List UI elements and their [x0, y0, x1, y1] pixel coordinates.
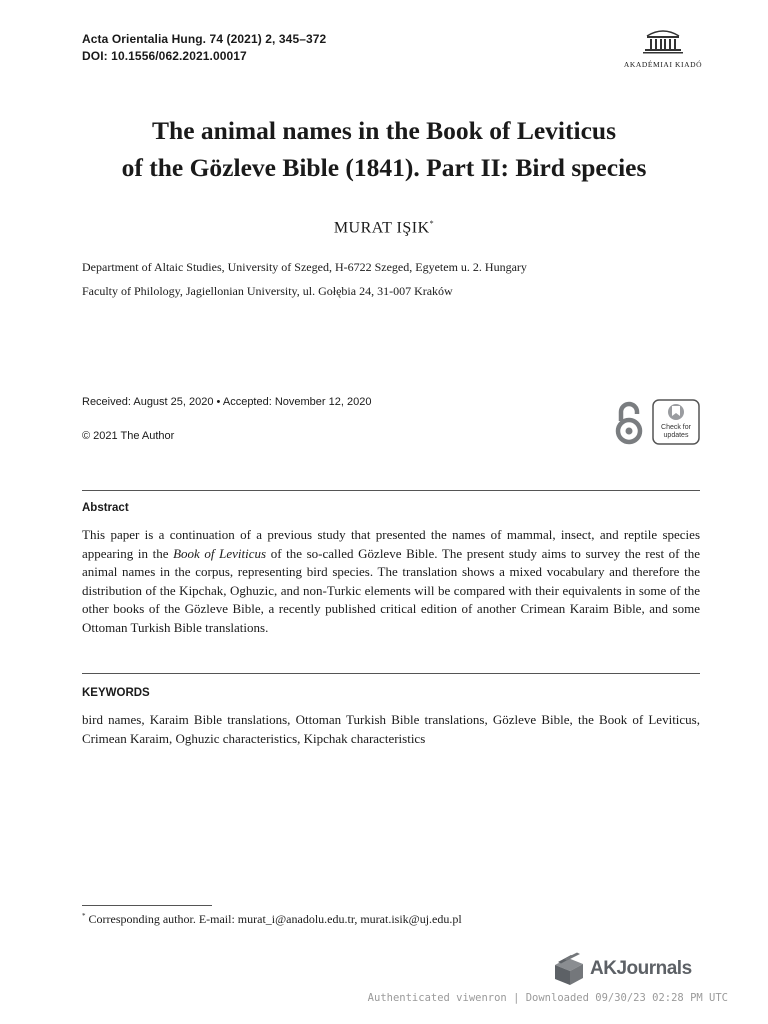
title-line-2: of the Gözleve Bible (1841). Part II: Bird species — [121, 153, 647, 182]
academy-building-icon — [643, 26, 683, 54]
author — [0, 219, 768, 237]
abstract-italic-title: Book of Leviticus — [173, 545, 267, 561]
open-access-icon — [612, 400, 646, 446]
footnote-marker: * — [82, 912, 86, 920]
brand-journals: Journals — [616, 958, 692, 979]
publisher-name: AKADÉMIAI KIADÓ — [623, 60, 703, 69]
keywords-heading: KEYWORDS — [82, 687, 150, 699]
download-stamp: Authenticated viwenron | Downloaded 09/30/23 02:28 PM UTC — [367, 992, 728, 1004]
date-separator: • — [216, 396, 221, 408]
abstract-text-end: of the so-called Gözleve Bible. The present study aims to survey the rest of the animal names in the corpus, representing bird species. The translation shows a mixed vocabulary and therefore the distribution of the Kipchak, Oghuzic, and non-Turkic elements will be compared with their equivalents in some of the other books of the Gözleve Bible, a recently published critical edition of another Crimean Karaim Bible, and some Ottoman Turkish Bible translations. — [82, 545, 700, 635]
dates — [82, 396, 371, 408]
crossmark-line-1: Check for — [661, 424, 691, 431]
author-footnote-marker: * — [429, 219, 435, 228]
doi[interactable]: DOI: 10.1556/062.2021.00017 — [82, 49, 247, 63]
divider — [82, 490, 700, 491]
title-line-1: The animal names in the Book of Leviticus — [152, 116, 616, 145]
journal-citation: Acta Orientalia Hung. 74 (2021) 2, 345–372 — [82, 32, 327, 46]
akjournals-logo — [552, 949, 692, 989]
footnote-text: Corresponding author. E-mail: murat_i@anadolu.edu.tr, murat.isik@uj.edu.pl — [85, 912, 462, 926]
crossmark-line-2: updates — [663, 432, 689, 439]
akjournals-wordmark — [590, 958, 692, 980]
author-name: MURAT IŞIK — [333, 219, 430, 237]
footnote-divider — [82, 905, 212, 906]
divider — [82, 673, 700, 674]
affiliation-1: Department of Altaic Studies, University of Szeged, H-6722 Szeged, Egyetem u. 2. Hungary — [82, 260, 527, 274]
publisher-logo — [618, 26, 708, 70]
brand-ak: AK — [590, 958, 617, 979]
footnote — [82, 912, 462, 927]
received-date: Received: August 25, 2020 — [82, 396, 214, 408]
affiliation-2: Faculty of Philology, Jagiellonian University, ul. Gołębia 24, 31-007 Kraków — [82, 284, 453, 298]
abstract-text — [82, 526, 700, 637]
copyright: © 2021 The Author — [82, 430, 175, 442]
crossmark-badge[interactable] — [652, 399, 700, 445]
article-title — [40, 112, 728, 186]
book-stack-icon — [552, 951, 586, 987]
keywords-text: bird names, Karaim Bible translations, Ottoman Turkish Bible translations, Gözleve Bible, the Book of Leviticus, Crimean Karaim, Oghuzic characteristics, Kipchak characteristics — [82, 712, 700, 746]
abstract-heading: Abstract — [82, 502, 129, 514]
abstract-text-start: This paper is a continuation of a previous study that presented the names of mammal, insect, and reptile species appearing in the — [82, 527, 700, 561]
accepted-date: Accepted: November 12, 2020 — [222, 396, 372, 408]
